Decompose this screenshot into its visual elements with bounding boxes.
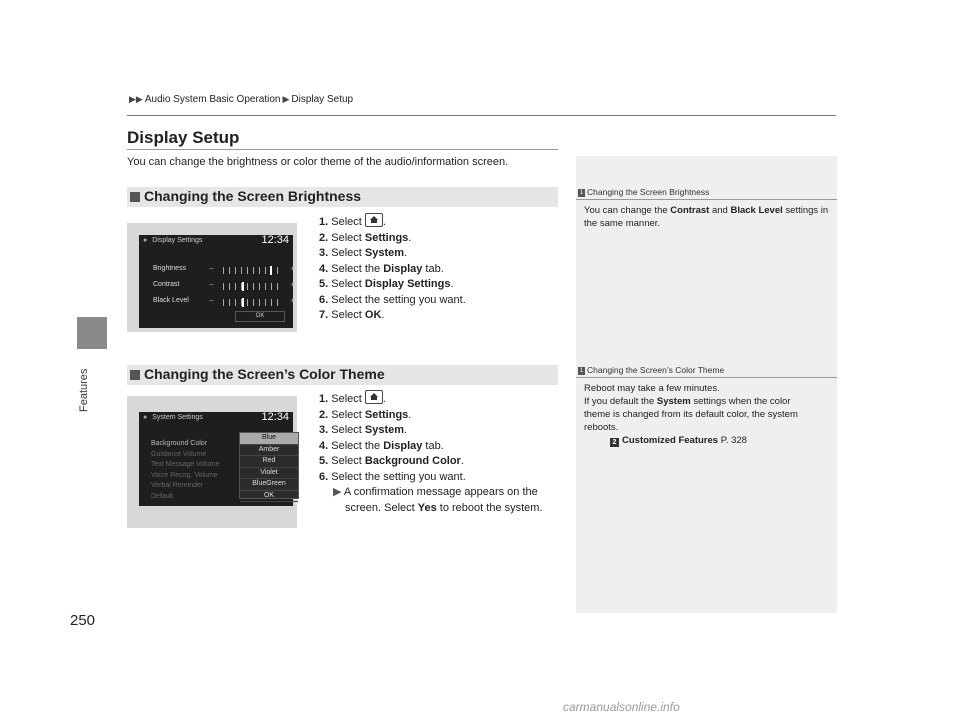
slider-ticks xyxy=(223,283,278,290)
screen xyxy=(139,412,293,506)
menu-item[interactable]: Guidance Volume xyxy=(151,450,207,458)
page-title: Display Setup xyxy=(127,128,240,147)
intro-text: You can change the brightness or color theme of the audio/information screen. xyxy=(127,156,509,168)
note-body: Reboot may take a few minutes. If you default the System settings when the color theme is changed from its default color, the system reboots. 2 Customized Features P. 328 xyxy=(576,378,837,447)
cross-reference[interactable]: 2 Customized Features P. 328 xyxy=(584,434,829,447)
section-square-icon xyxy=(130,192,140,202)
menu-item[interactable]: Default xyxy=(151,492,174,500)
slider-thumb[interactable] xyxy=(270,266,272,275)
title-rule xyxy=(127,149,558,150)
setting-label: Contrast xyxy=(153,281,180,288)
slider-thumb[interactable] xyxy=(242,282,244,291)
plus-icon[interactable]: + xyxy=(290,296,295,305)
color-option[interactable]: OK xyxy=(240,491,298,503)
step-item: 5. Select Background Color. xyxy=(319,455,464,467)
step-item: 6. Select the setting you want. xyxy=(319,293,466,306)
step-item: 1. Select . xyxy=(319,213,466,231)
color-option[interactable]: Blue xyxy=(240,433,298,445)
note-heading: 1 Changing the Screen’s Color Theme xyxy=(576,365,837,378)
note-brightness xyxy=(576,187,837,230)
steps-brightness xyxy=(319,213,466,324)
breadcrumb xyxy=(127,94,353,105)
plus-icon[interactable]: + xyxy=(290,264,295,273)
slider-thumb[interactable] xyxy=(242,298,244,307)
screen xyxy=(139,235,293,328)
color-option[interactable]: Red xyxy=(240,456,298,468)
step-item: 4. Select the Display tab. xyxy=(319,439,444,452)
breadcrumb-arrow-icon: ▶▶ xyxy=(129,94,143,104)
setting-slider[interactable] xyxy=(209,298,299,307)
menu-item[interactable]: Verbal Reminder xyxy=(151,482,204,489)
note-heading: 1 Changing the Screen Brightness xyxy=(576,187,837,200)
section-square-icon xyxy=(130,370,140,380)
step-item: 3. Select System. xyxy=(319,247,408,259)
breadcrumb-arrow-icon: ▶ xyxy=(282,94,290,104)
screen-title: ● Display Settings xyxy=(143,237,202,244)
chapter-tab xyxy=(77,317,107,349)
sub-result: ▶ A confirmation message appears on the xyxy=(333,486,538,498)
screenshot-display-settings xyxy=(127,223,297,332)
setting-slider[interactable] xyxy=(209,282,299,291)
color-option[interactable]: Violet xyxy=(240,468,298,480)
step-item: 7. Select OK. xyxy=(319,309,385,321)
step-item: 2. Select Settings. xyxy=(319,231,412,244)
slider-ticks xyxy=(223,299,278,306)
home-icon xyxy=(365,213,383,227)
menu-item[interactable]: Voice Recog. Volume xyxy=(151,471,218,479)
breadcrumb-item: Audio System Basic Operation xyxy=(144,94,281,105)
menu-item[interactable]: Background Color xyxy=(151,440,208,447)
step-item: 6. Select the setting you want. xyxy=(319,470,466,483)
reference-icon: 2 xyxy=(610,438,619,447)
step-item: 1. Select . xyxy=(319,390,543,408)
setting-label: Brightness xyxy=(153,265,187,272)
color-option[interactable]: BlueGreen xyxy=(240,479,298,491)
page-number: 250 xyxy=(70,612,96,629)
home-icon xyxy=(365,390,383,404)
screen-title: ● System Settings xyxy=(143,414,203,421)
ok-button[interactable]: OK xyxy=(235,311,285,322)
menu-item[interactable]: Text Message Volume xyxy=(151,461,220,468)
step-item: 3. Select System. xyxy=(319,424,408,436)
screenshot-system-settings xyxy=(127,396,297,528)
color-options-popup xyxy=(239,432,299,499)
screen-clock: 12:34 xyxy=(261,234,289,246)
setting-label: Black Level xyxy=(153,297,189,304)
note-body: You can change the Contrast and Black Level settings in the same manner. xyxy=(584,205,829,229)
section-heading-brightness: Changing the Screen Brightness xyxy=(127,187,558,207)
step-item: 2. Select Settings. xyxy=(319,408,412,421)
steps-color xyxy=(319,390,543,516)
chapter-label: Features xyxy=(78,368,90,412)
minus-icon[interactable]: − xyxy=(209,296,214,305)
minus-icon[interactable]: − xyxy=(209,264,214,273)
step-item: 5. Select Display Settings. xyxy=(319,278,454,290)
step-item: 4. Select the Display tab. xyxy=(319,262,444,275)
breadcrumb-item: Display Setup xyxy=(291,94,354,105)
sub-result-2: screen. Select Yes to reboot the system. xyxy=(345,501,543,514)
header-rule xyxy=(127,115,836,116)
plus-icon[interactable]: + xyxy=(290,280,295,289)
minus-icon[interactable]: − xyxy=(209,280,214,289)
screen-clock: 12:34 xyxy=(261,411,289,423)
watermark: carmanualsonline.info xyxy=(563,700,680,714)
setting-slider[interactable] xyxy=(209,266,299,275)
color-option[interactable]: Amber xyxy=(240,445,298,457)
section-heading-color: Changing the Screen’s Color Theme xyxy=(127,365,558,385)
note-color xyxy=(576,365,837,447)
